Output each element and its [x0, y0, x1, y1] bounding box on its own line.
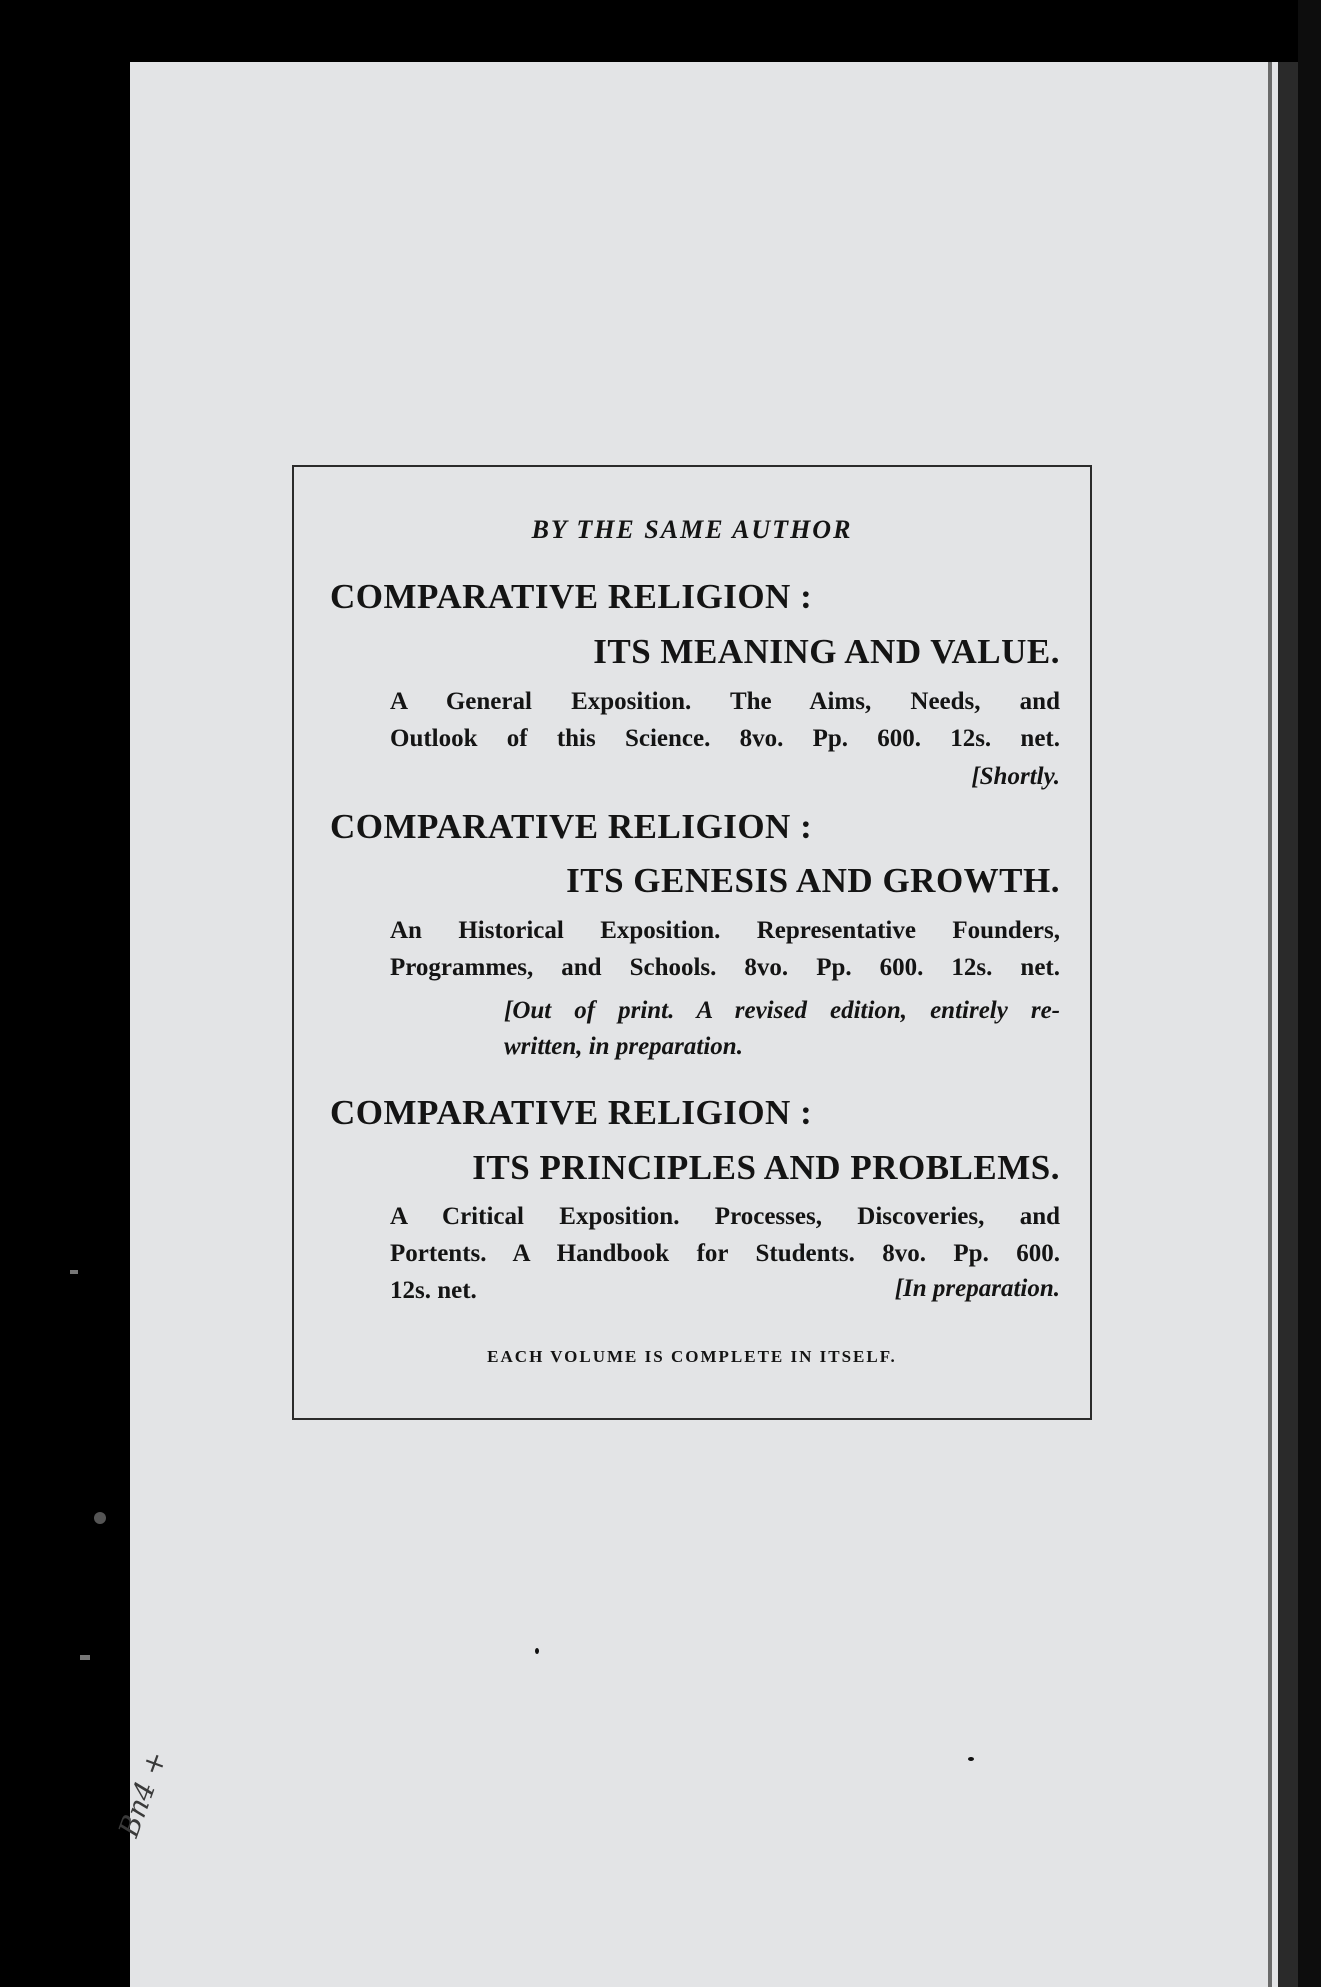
scan-speck	[70, 1270, 78, 1274]
book-2-status-line2: written, in preparation.	[504, 1033, 743, 1060]
book-1-subtitle: ITS MEANING AND VALUE.	[593, 632, 1060, 671]
book-1-title: COMPARATIVE RELIGION :	[330, 577, 813, 616]
book-3-title: COMPARATIVE RELIGION :	[330, 1093, 813, 1132]
scan-background	[1298, 0, 1321, 1987]
book-2-status-line1: [Out of print. A revised edition, entirely re-	[504, 997, 1060, 1024]
page-edge	[1268, 62, 1272, 1987]
advertisement-box	[292, 465, 1092, 1420]
book-3-desc-line2: Portents. A Handbook for Students. 8vo. Pp. 600.	[390, 1240, 1060, 1267]
book-1-desc-line1: A General Exposition. The Aims, Needs, and	[390, 688, 1060, 715]
book-3-status: [In preparation.	[894, 1275, 1060, 1302]
handwritten-margin-note: Bn4 +	[112, 1746, 174, 1842]
book-1-desc-line2: Outlook of this Science. 8vo. Pp. 600. 12s. net.	[390, 725, 1060, 752]
book-1-status: [Shortly.	[971, 763, 1060, 790]
footer-note: EACH VOLUME IS COMPLETE IN ITSELF.	[487, 1347, 897, 1366]
book-2-title: COMPARATIVE RELIGION :	[330, 807, 813, 846]
scan-speck	[80, 1655, 90, 1660]
scan-speck	[94, 1512, 106, 1524]
book-spine	[1278, 62, 1298, 1987]
book-3-desc-line1: A Critical Exposition. Processes, Discoveries, and	[390, 1203, 1060, 1230]
book-2-subtitle: ITS GENESIS AND GROWTH.	[566, 861, 1060, 900]
book-2-desc-line1: An Historical Exposition. Representative Founders,	[390, 917, 1060, 944]
book-2-desc-line2: Programmes, and Schools. 8vo. Pp. 600. 12s. net.	[390, 954, 1060, 981]
book-3-subtitle: ITS PRINCIPLES AND PROBLEMS.	[472, 1148, 1060, 1187]
byline: BY THE SAME AUTHOR	[531, 515, 853, 544]
scan-speck	[968, 1757, 974, 1761]
scan-speck	[535, 1648, 539, 1654]
book-3-desc-line3: 12s. net.	[390, 1277, 477, 1304]
